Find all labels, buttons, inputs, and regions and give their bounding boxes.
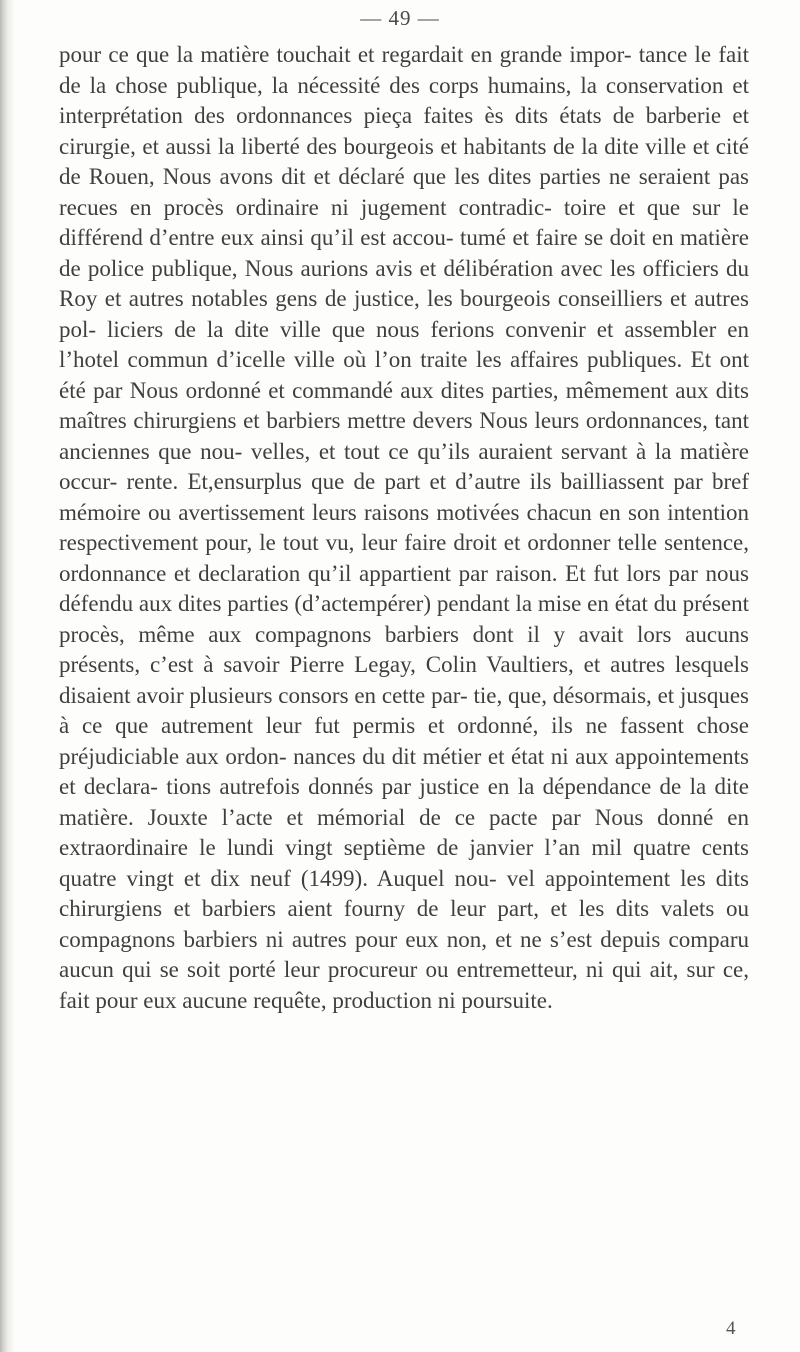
binding-edge [0,0,9,1352]
signature-mark: 4 [726,1318,736,1339]
body-paragraph: pour ce que la matière touchait et regardait en grande impor- tance le fait de la chose publique, la nécessité des corps humains, la conservation et interprétation des ordonnances pieça faites ès dits états de barberie et cirurgie, et aussi la liberté des bourgeois et habitants de la dite ville et cité de Rouen, Nous avons dit et déclaré que les dites parties ne seraient pas recues en procès ordinaire ni jugement contradic- toire et que sur le différend d’entre eux ainsi qu’il est accou- tumé et faire se doit en matière de police publique, Nous aurions avis et délibération avec les officiers du Roy et autres notables gens de justice, les bourgeois conseilliers et autres pol- liciers de la dite ville que nous ferions convenir et assembler en l’hotel commun d’icelle ville où l’on traite les affaires publiques. Et ont été par Nous ordonné et commandé aux dites parties, mêmement aux dits maîtres chirurgiens et barbiers mettre devers Nous leurs ordonnances, tant anciennes que nou- velles, et tout ce qu’ils auraient servant à la matière occur- rente. Et,ensurplus que de part et d’autre ils bailliassent par bref mémoire ou avertissement leurs raisons motivées chacun en son intention respectivement pour, le tout vu, leur faire droit et ordonner telle sentence, ordonnance et declaration qu’il appartient par raison. Et fut lors par nous défendu aux dites parties (d’actempérer) pendant la mise en état du présent procès, même aux compagnons barbiers dont il y avait lors aucuns présents, c’est à savoir Pierre Legay, Colin Vaultiers, et autres lesquels disaient avoir plusieurs consors en cette par- tie, que, désormais, et jusques à ce que autrement leur fut permis et ordonné, ils ne fassent chose préjudiciable aux ordon- nances du dit métier et état ni aux appointements et declara- tions autrefois donnés par justice en la dépendance de la dite matière. Jouxte l’acte et mémorial de ce pacte par Nous donné en extraordinaire le lundi vingt septième de janvier l’an mil quatre cents quatre vingt et dix neuf (1499). Auquel nou- vel appointement les dits chirurgiens et barbiers aient fourny de leur part, et les dits valets ou compagnons barbiers ni autres pour eux non, et ne s’est depuis comparu aucun qui se soit porté leur procureur ou entremetteur, ni qui ait, sur ce, fait pour eux aucune requête, production ni poursuite. [59,42,749,1013]
page-number: — 49 — [360,6,440,30]
gutter-shadow [9,0,15,1352]
